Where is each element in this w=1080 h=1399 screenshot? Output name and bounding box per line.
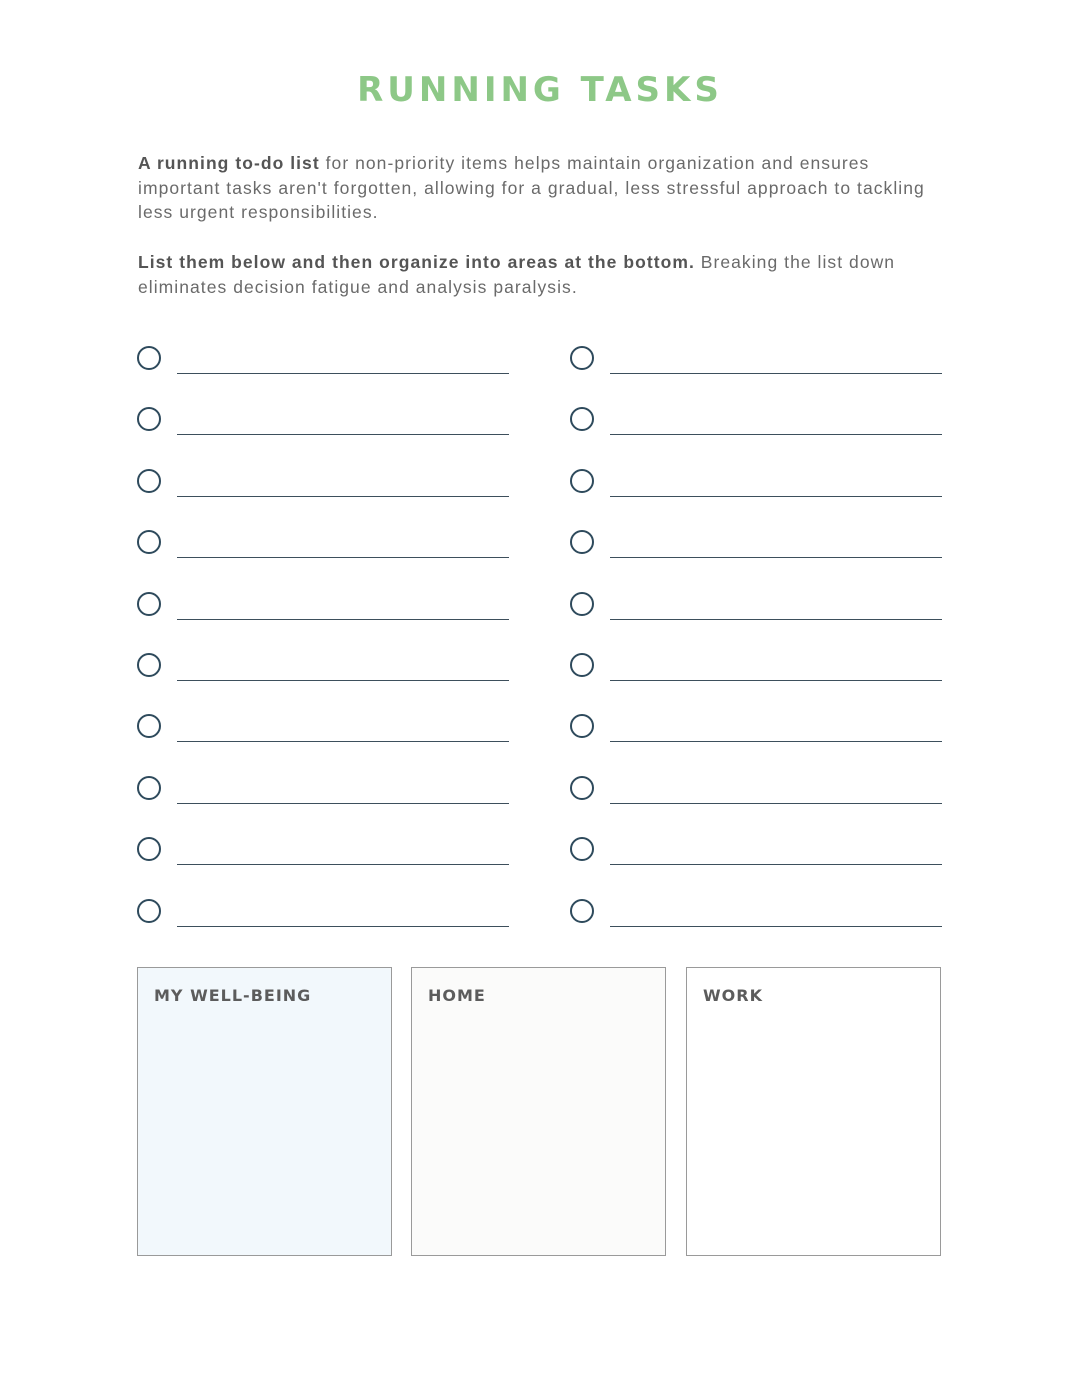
instructions-paragraph <box>138 250 938 299</box>
task-checkbox-circle[interactable] <box>570 653 594 677</box>
area-label-work: WORK <box>703 986 763 1005</box>
task-row <box>570 831 942 892</box>
task-row <box>137 401 509 462</box>
task-row <box>570 770 942 831</box>
task-write-line[interactable] <box>610 373 942 374</box>
intro-paragraph <box>138 151 938 225</box>
task-checkbox-circle[interactable] <box>137 407 161 431</box>
instructions-bold-text: List them below and then organize into areas at the bottom. <box>138 252 695 272</box>
task-column-left <box>137 340 509 954</box>
task-row <box>137 831 509 892</box>
task-checkbox-circle[interactable] <box>137 899 161 923</box>
intro-bold-text: A running to-do list <box>138 153 320 173</box>
task-checkbox-circle[interactable] <box>137 653 161 677</box>
task-checkbox-circle[interactable] <box>570 346 594 370</box>
task-checkbox-circle[interactable] <box>570 776 594 800</box>
task-checkbox-circle[interactable] <box>570 837 594 861</box>
area-box-work[interactable] <box>686 967 941 1256</box>
task-write-line[interactable] <box>610 496 942 497</box>
area-box-home[interactable] <box>411 967 666 1256</box>
area-label-home: HOME <box>428 986 486 1005</box>
task-row <box>570 708 942 769</box>
task-write-line[interactable] <box>177 373 509 374</box>
task-row <box>137 893 509 954</box>
task-write-line[interactable] <box>177 926 509 927</box>
task-row <box>570 893 942 954</box>
task-row <box>137 524 509 585</box>
task-checkbox-circle[interactable] <box>570 469 594 493</box>
task-checkbox-circle[interactable] <box>570 592 594 616</box>
task-write-line[interactable] <box>177 680 509 681</box>
task-checkbox-circle[interactable] <box>137 469 161 493</box>
task-checkbox-circle[interactable] <box>137 530 161 554</box>
task-row <box>570 647 942 708</box>
intro-body-text: for non-priority items helps maintain organization and ensures important tasks aren't forgotten, allowing for a gradual, less stressful approach to tackling less urgent responsibilities. <box>138 153 925 222</box>
task-row <box>570 524 942 585</box>
task-write-line[interactable] <box>610 680 942 681</box>
task-write-line[interactable] <box>177 803 509 804</box>
task-write-line[interactable] <box>177 619 509 620</box>
task-checkbox-circle[interactable] <box>137 837 161 861</box>
task-write-line[interactable] <box>177 864 509 865</box>
task-checkbox-circle[interactable] <box>137 592 161 616</box>
task-write-line[interactable] <box>177 557 509 558</box>
task-row <box>570 401 942 462</box>
task-checkbox-circle[interactable] <box>570 407 594 431</box>
task-checkbox-circle[interactable] <box>137 776 161 800</box>
task-checkbox-circle[interactable] <box>570 714 594 738</box>
task-write-line[interactable] <box>610 803 942 804</box>
task-write-line[interactable] <box>177 496 509 497</box>
task-row <box>137 340 509 401</box>
task-row <box>137 647 509 708</box>
task-write-line[interactable] <box>610 434 942 435</box>
task-write-line[interactable] <box>610 741 942 742</box>
task-row <box>137 463 509 524</box>
task-column-right <box>570 340 942 954</box>
task-checkbox-circle[interactable] <box>137 714 161 738</box>
task-row <box>570 340 942 401</box>
area-box-well-being[interactable] <box>137 967 392 1256</box>
task-checkbox-circle[interactable] <box>570 899 594 923</box>
area-label-well-being: MY WELL-BEING <box>154 986 312 1005</box>
page-title: RUNNING TASKS <box>357 70 723 110</box>
task-row <box>137 770 509 831</box>
task-write-line[interactable] <box>610 926 942 927</box>
task-write-line[interactable] <box>177 741 509 742</box>
task-checkbox-circle[interactable] <box>137 346 161 370</box>
task-checkbox-circle[interactable] <box>570 530 594 554</box>
task-row <box>137 708 509 769</box>
task-row <box>137 586 509 647</box>
task-row <box>570 463 942 524</box>
instructions-body-text: Breaking the list down eliminates decision fatigue and analysis paralysis. <box>138 252 896 297</box>
task-row <box>570 586 942 647</box>
task-write-line[interactable] <box>610 864 942 865</box>
task-write-line[interactable] <box>610 557 942 558</box>
task-write-line[interactable] <box>177 434 509 435</box>
task-write-line[interactable] <box>610 619 942 620</box>
